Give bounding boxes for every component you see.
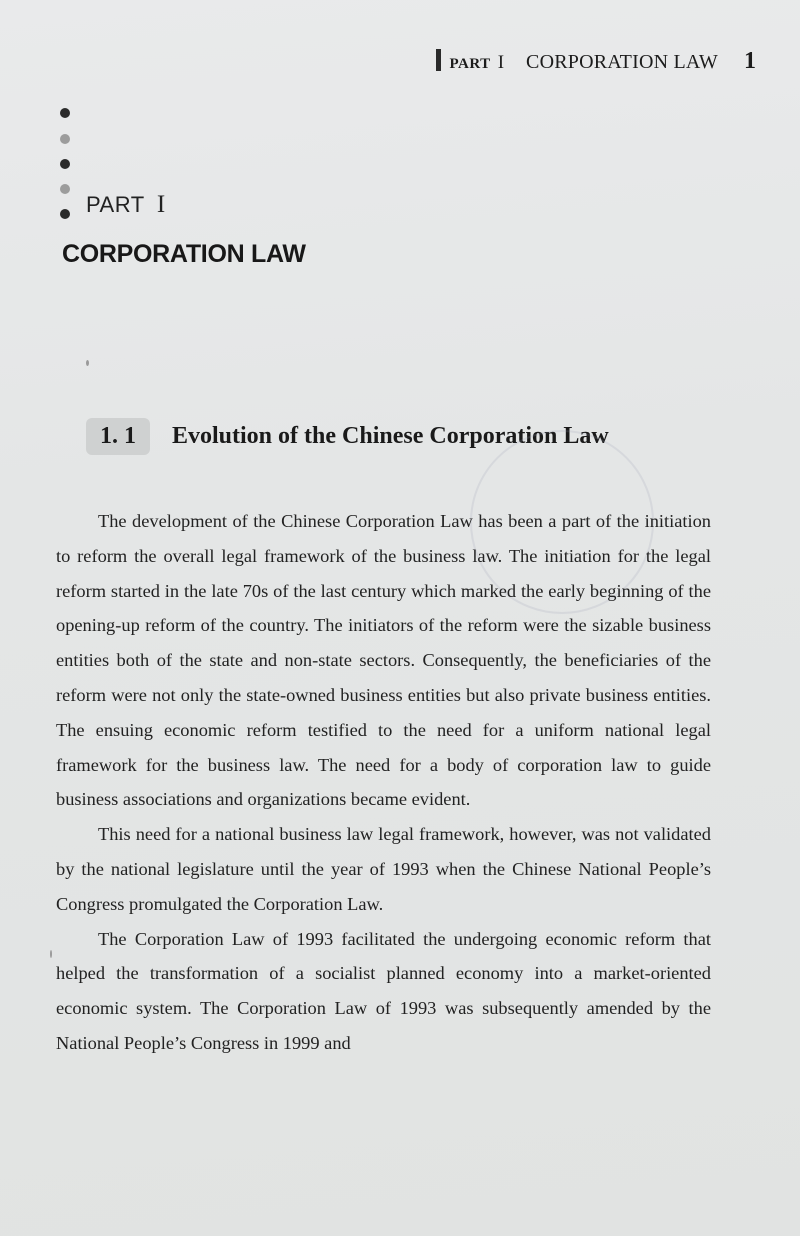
running-head-part-label: PART: [449, 56, 491, 72]
dot-2: [60, 134, 70, 144]
section-title: Evolution of the Chinese Corporation Law: [172, 423, 609, 449]
part-label: [86, 191, 166, 219]
paper-speck: [50, 950, 52, 958]
running-head: [436, 46, 757, 75]
page-number: 1: [744, 48, 756, 74]
running-head-bar: [436, 49, 441, 71]
paper-speck: [86, 360, 89, 366]
section-number: 1. 1: [86, 418, 150, 455]
part-numeral: I: [156, 191, 166, 218]
dot-1: [60, 108, 70, 118]
dot-4: [60, 184, 70, 194]
dot-3: [60, 159, 70, 169]
dot-5: [60, 209, 70, 219]
paragraph: The Corporation Law of 1993 facilitated the undergoing economic reform that helped the transformation of a socialist planned economy into a market-oriented economic system. The Corporation Law of 1993 was subsequently amended by the National People’s Congress in 1999 and: [56, 928, 711, 1053]
body-text: [56, 504, 711, 1061]
part-label-text: PART: [86, 192, 145, 217]
part-title: CORPORATION LAW: [62, 240, 306, 268]
paragraph: This need for a national business law legal framework, however, was not validated by the national legislature until the year of 1993 when the Chinese National People’s Congress promulgated the Corporation Law.: [56, 824, 711, 914]
section-heading: [86, 418, 609, 455]
running-head-part-numeral: I: [497, 52, 505, 73]
running-head-title: CORPORATION LAW: [526, 51, 718, 73]
paragraph: The development of the Chinese Corporation Law has been a part of the initiation to reform the overall legal framework of the business law. The initiation for the legal reform started in the late 70s of the last century which marked the early beginning of the opening-up reform of the country. The initiators of the reform were the sizable business entities both of the state and non-state sectors. Consequently, the beneficiaries of the reform were not only the state-owned business entities but also private business entities. The ensuing economic reform testified to the need for a uniform national legal framework for the business law. The need for a body of corporation law to guide business associations and organizations became evident.: [56, 511, 711, 810]
